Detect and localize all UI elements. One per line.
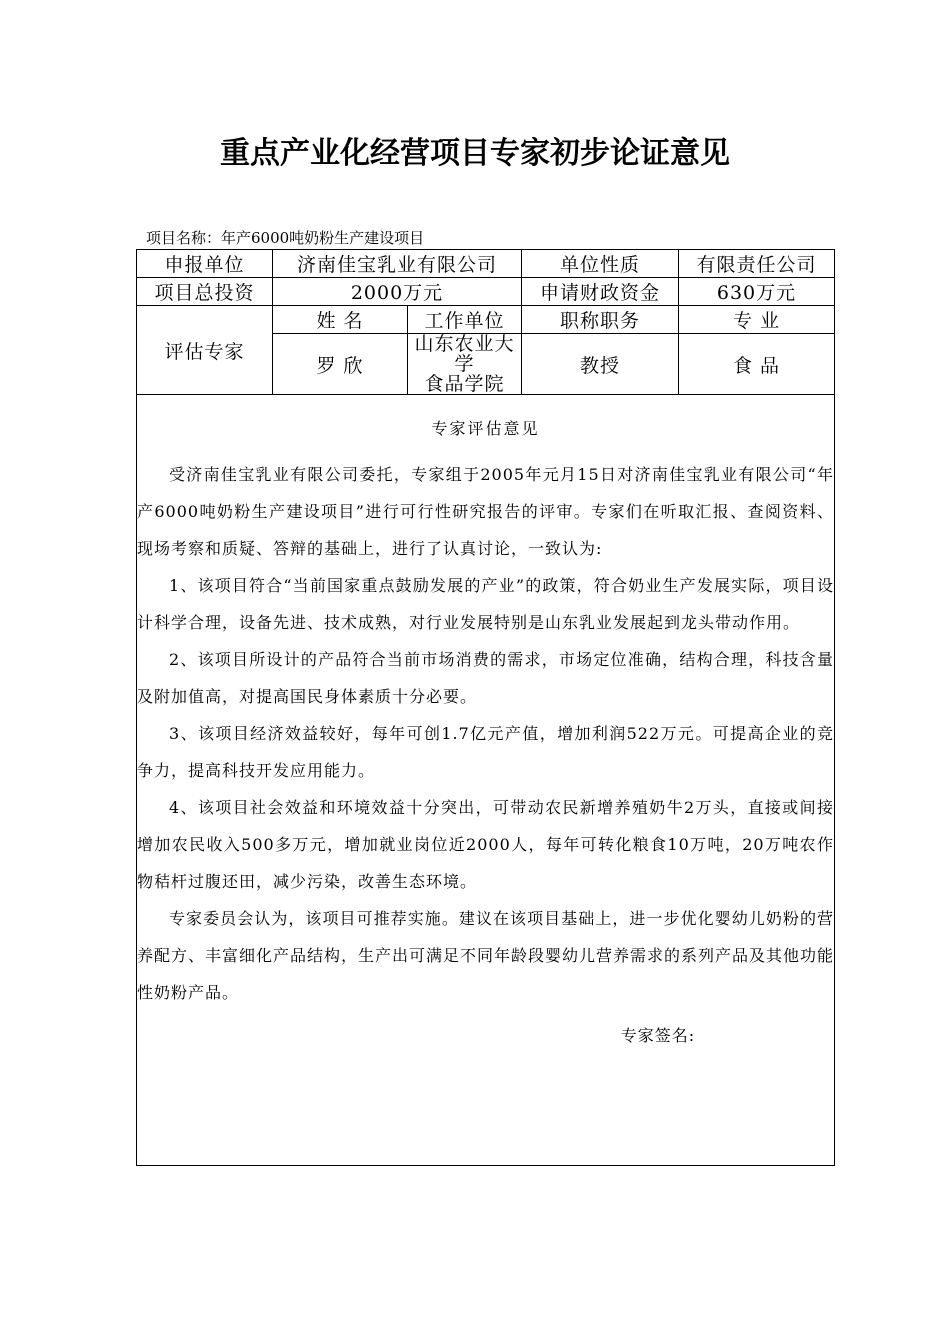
col-major-header: 专 业 bbox=[679, 306, 835, 334]
nature-value: 有限责任公司 bbox=[679, 250, 835, 278]
table-row bbox=[137, 395, 835, 1166]
investment-value: 2000万元 bbox=[273, 278, 522, 306]
opinion-paragraph: 2、该项目所设计的产品符合当前市场消费的需求，市场定位准确，结构合理，科技含量及附加值高，对提高国民身体素质十分必要。 bbox=[137, 650, 835, 706]
opinion-paragraph: 4、该项目社会效益和环境效益十分突出，可带动农民新增养殖奶牛2万头，直接或间接增加农民收入500多万元，增加就业岗位近2000人，每年可转化粮食10万吨，20万吨农作物秸杆过腹还田，减少污染，改善生态环境。 bbox=[137, 798, 835, 891]
investment-label: 项目总投资 bbox=[137, 278, 273, 306]
signature-label: 专家签名: bbox=[620, 1026, 696, 1045]
applicant-label: 申报单位 bbox=[137, 250, 273, 278]
evaluation-form-table bbox=[136, 249, 835, 1166]
opinion-heading: 专家评估意见 bbox=[431, 419, 540, 438]
table-row bbox=[137, 278, 835, 306]
col-title-header: 职称职务 bbox=[522, 306, 679, 334]
col-unit-header: 工作单位 bbox=[408, 306, 522, 334]
opinion-cell bbox=[137, 395, 835, 1166]
expert-unit-line2: 食品学院 bbox=[424, 373, 505, 395]
opinion-paragraph: 3、该项目经济效益较好，每年可创1.7亿元产值，增加利润522万元。可提高企业的竞争力，提高科技开发应用能力。 bbox=[137, 724, 835, 780]
nature-label: 单位性质 bbox=[522, 250, 679, 278]
project-name: 项目名称：年产6000吨奶粉生产建设项目 bbox=[146, 229, 425, 247]
document-title: 重点产业化经营项目专家初步论证意见 bbox=[220, 136, 730, 171]
expert-major: 食 品 bbox=[679, 334, 835, 395]
table-row bbox=[137, 250, 835, 278]
expert-unit-line1: 山东农业大学 bbox=[414, 333, 515, 375]
expert-unit bbox=[408, 334, 522, 395]
col-name-header: 姓 名 bbox=[273, 306, 408, 334]
opinion-body bbox=[137, 456, 834, 1011]
applicant-value: 济南佳宝乳业有限公司 bbox=[273, 250, 522, 278]
experts-label: 评估专家 bbox=[137, 306, 273, 395]
opinion-paragraph: 受济南佳宝乳业有限公司委托，专家组于2005年元月15日对济南佳宝乳业有限公司“年产6000吨奶粉生产建设项目”进行可行性研究报告的评审。专家们在听取汇报、查阅资料、现场考察和质疑、答辩的基础上，进行了认真讨论，一致认为: bbox=[137, 465, 835, 558]
expert-name: 罗 欣 bbox=[273, 334, 408, 395]
expert-title: 教授 bbox=[522, 334, 679, 395]
funding-value: 630万元 bbox=[679, 278, 835, 306]
opinion-paragraph: 专家委员会认为，该项目可推荐实施。建议在该项目基础上，进一步优化婴幼儿奶粉的营养配方、丰富细化产品结构，生产出可满足不同年龄段婴幼儿营养需求的系列产品及其他功能性奶粉产品。 bbox=[137, 909, 835, 1002]
table-row bbox=[137, 306, 835, 334]
funding-label: 申请财政资金 bbox=[522, 278, 679, 306]
opinion-paragraph: 1、该项目符合“当前国家重点鼓励发展的产业”的政策，符合奶业生产发展实际，项目设计科学合理，设备先进、技术成熟，对行业发展特别是山东乳业发展起到龙头带动作用。 bbox=[137, 576, 835, 632]
